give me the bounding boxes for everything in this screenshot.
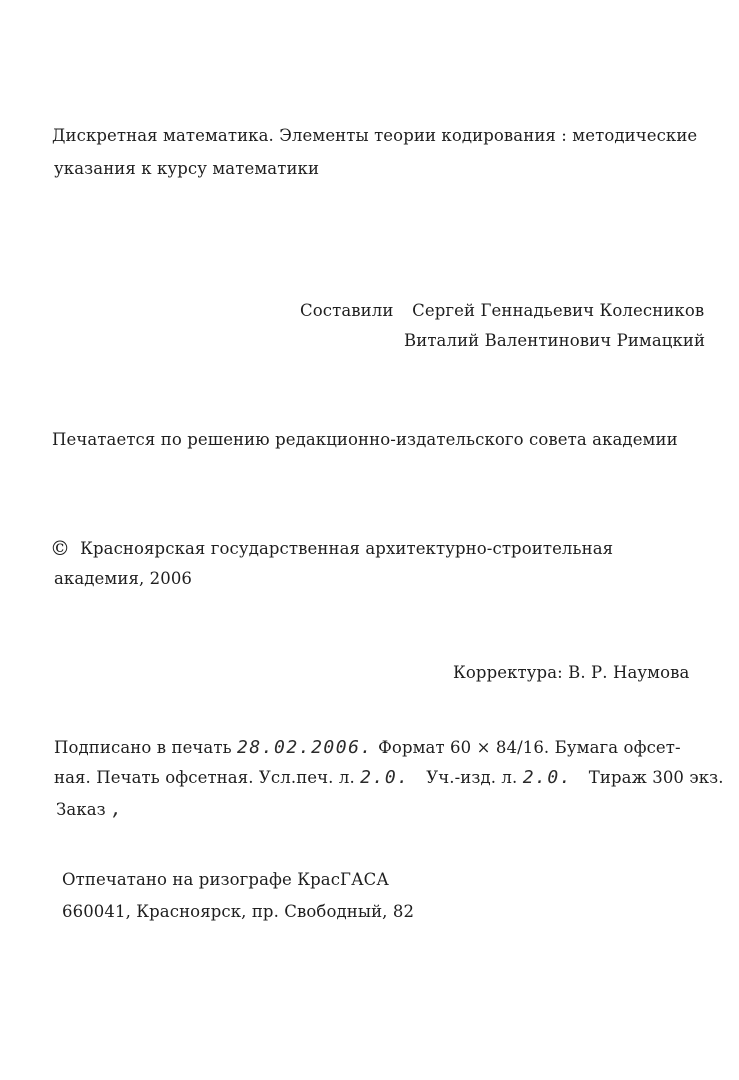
usl-value-handwritten: 2.0. [360,767,410,788]
imprint-line-1 [54,737,681,758]
imprint-line-3 [56,799,123,820]
compiler-name-1: Сергей Геннадьевич Колесников [412,301,705,320]
proofreading: Корректура: В. Р. Наумова [453,663,690,682]
compiler-name-2: Виталий Валентинович Римацкий [404,331,706,350]
copyright-line-1 [50,536,613,560]
approval-text: Печатается по решению редакционно-издательского совета академии [52,430,678,449]
order-mark-handwritten: , [111,799,124,820]
print-type-text: ная. Печать офсетная. Усл.печ. л. [54,768,355,787]
printer-line-1: Отпечатано на ризографе КрасГАСА [62,870,389,889]
compilers-label: Составили [300,301,394,320]
signed-date-handwritten: 28.02.2006. [237,737,373,758]
format-text: Формат 60 × 84/16. Бумага офсет- [378,738,681,757]
copyright-holder: Красноярская государственная архитектурно-строительная [80,539,614,558]
order-label: Заказ [56,800,106,819]
imprint-line-2 [54,767,724,788]
tirazh-text: Тираж 300 экз. [588,768,724,787]
compilers-line-1 [300,301,704,320]
title-line-2: указания к курсу математики [54,159,320,178]
uch-value-handwritten: 2.0. [522,767,573,788]
uch-label: Уч.-изд. л. [426,768,518,787]
title-line-1: Дискретная математика. Элементы теории кодирования : методические [52,126,698,145]
copyright-line-2: академия, 2006 [54,569,193,588]
printer-line-2: 660041, Красноярск, пр. Свободный, 82 [62,902,415,921]
copyright-icon: © [50,536,71,560]
signed-label: Подписано в печать [54,738,232,757]
